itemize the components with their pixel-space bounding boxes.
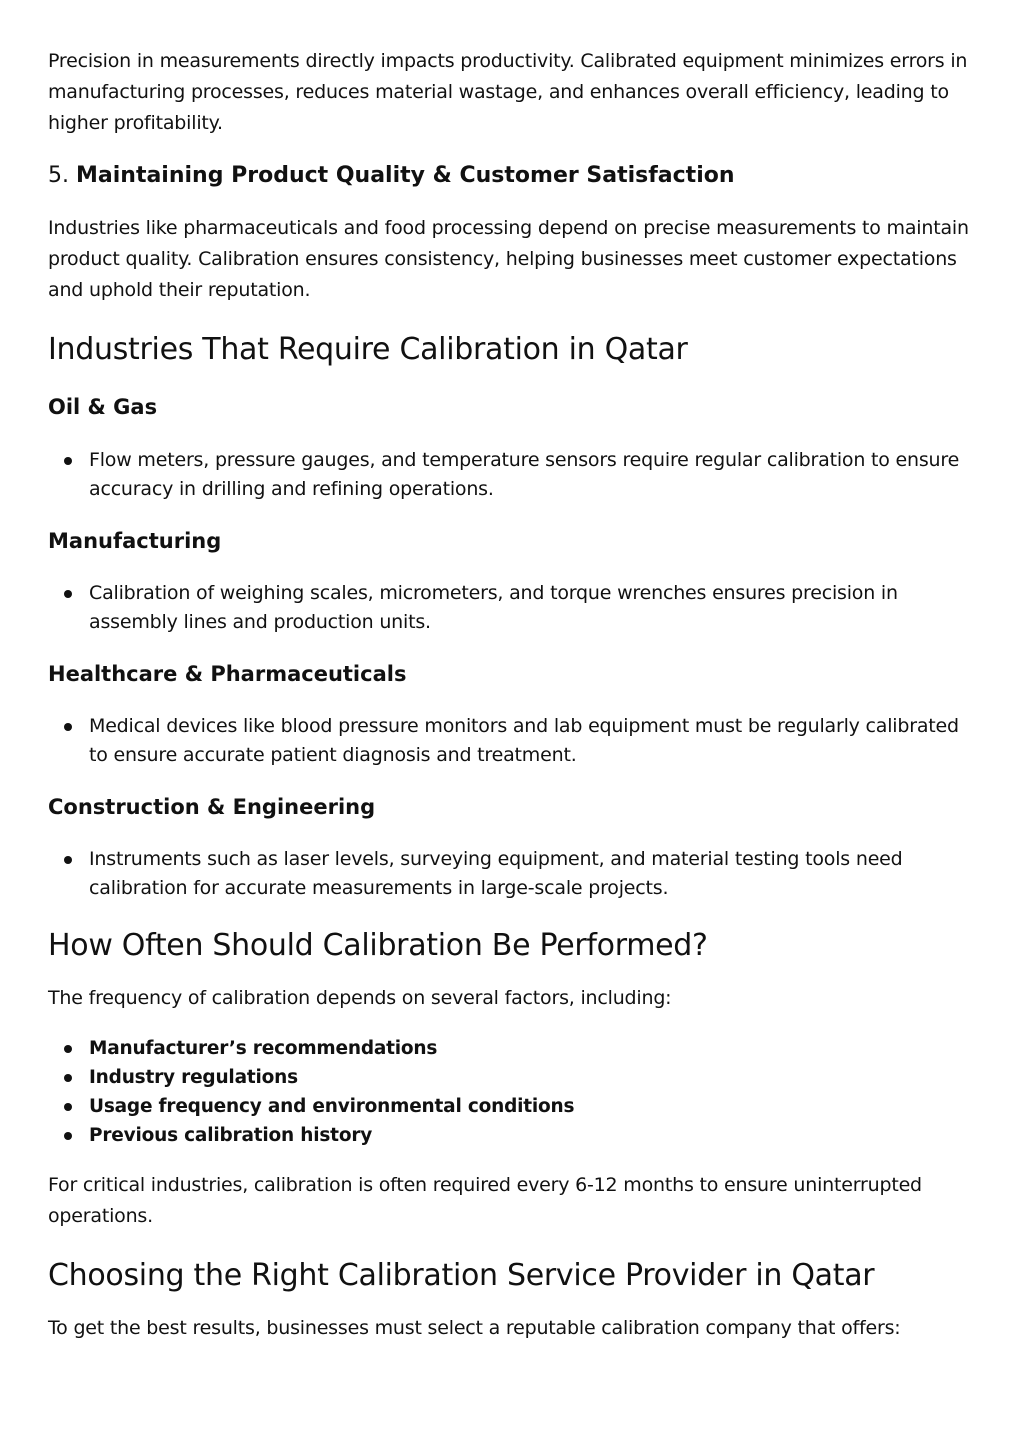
bullet-icon <box>64 856 72 864</box>
industry-list-healthcare <box>48 712 976 770</box>
list-item <box>48 446 976 504</box>
industry-title-manufacturing: Manufacturing <box>48 529 222 553</box>
industry-list-manufacturing <box>48 579 976 637</box>
frequency-heading: How Often Should Calibration Be Performed? <box>48 928 708 963</box>
industry-list-construction <box>48 845 976 903</box>
list-item-text: Manufacturer’s recommendations <box>89 1038 438 1059</box>
list-item-text: Industry regulations <box>89 1067 298 1088</box>
bullet-icon <box>64 1132 72 1140</box>
numbered-section-heading <box>48 161 976 191</box>
list-item <box>48 1092 976 1121</box>
product-quality-paragraph: Industries like pharmaceuticals and food processing depend on precise measurements to maintain product quality. Calibration ensures consistency, helping businesses meet customer expectations and uphold their reputation. <box>48 217 969 301</box>
list-item <box>48 579 976 637</box>
list-item-text: Flow meters, pressure gauges, and temperature sensors require regular calibration to ensure accuracy in drilling and refining operations. <box>89 449 960 500</box>
frequency-conclusion: For critical industries, calibration is often required every 6-12 months to ensure uninterrupted operations. <box>48 1174 922 1227</box>
bullet-icon <box>64 590 72 598</box>
list-item <box>48 1063 976 1092</box>
list-item <box>48 1034 976 1063</box>
industry-title-healthcare: Healthcare & Pharmaceuticals <box>48 662 407 686</box>
intro-paragraph: Precision in measurements directly impacts productivity. Calibrated equipment minimizes errors in manufacturing processes, reduces material wastage, and enhances overall efficiency, leading to higher profitability. <box>48 50 968 134</box>
industry-title-construction: Construction & Engineering <box>48 795 376 819</box>
provider-intro: To get the best results, businesses must select a reputable calibration company that offers: <box>48 1317 901 1339</box>
list-item-text: Instruments such as laser levels, surveying equipment, and material testing tools need calibration for accurate measurements in large-scale projects. <box>89 848 903 899</box>
list-item-text: Usage frequency and environmental conditions <box>89 1096 575 1117</box>
list-item <box>48 845 976 903</box>
list-item <box>48 1121 976 1150</box>
frequency-intro: The frequency of calibration depends on several factors, including: <box>48 987 672 1009</box>
list-item-text: Previous calibration history <box>89 1125 373 1146</box>
bullet-icon <box>64 1074 72 1082</box>
bullet-icon <box>64 1045 72 1053</box>
bullet-icon <box>64 1103 72 1111</box>
bullet-icon <box>64 723 72 731</box>
industry-list-oil-gas <box>48 446 976 504</box>
industries-heading: Industries That Require Calibration in Qatar <box>48 332 688 367</box>
industry-title-oil-gas: Oil & Gas <box>48 395 158 419</box>
frequency-factors-list <box>48 1034 976 1150</box>
bullet-icon <box>64 457 72 465</box>
section-title: Maintaining Product Quality & Customer Satisfaction <box>76 163 735 188</box>
list-item <box>48 712 976 770</box>
provider-heading: Choosing the Right Calibration Service Provider in Qatar <box>48 1258 875 1293</box>
list-item-text: Calibration of weighing scales, micrometers, and torque wrenches ensures precision in assembly lines and production units. <box>89 582 898 633</box>
section-number: 5. <box>48 163 69 188</box>
list-item-text: Medical devices like blood pressure monitors and lab equipment must be regularly calibrated to ensure accurate patient diagnosis and treatment. <box>89 715 959 766</box>
